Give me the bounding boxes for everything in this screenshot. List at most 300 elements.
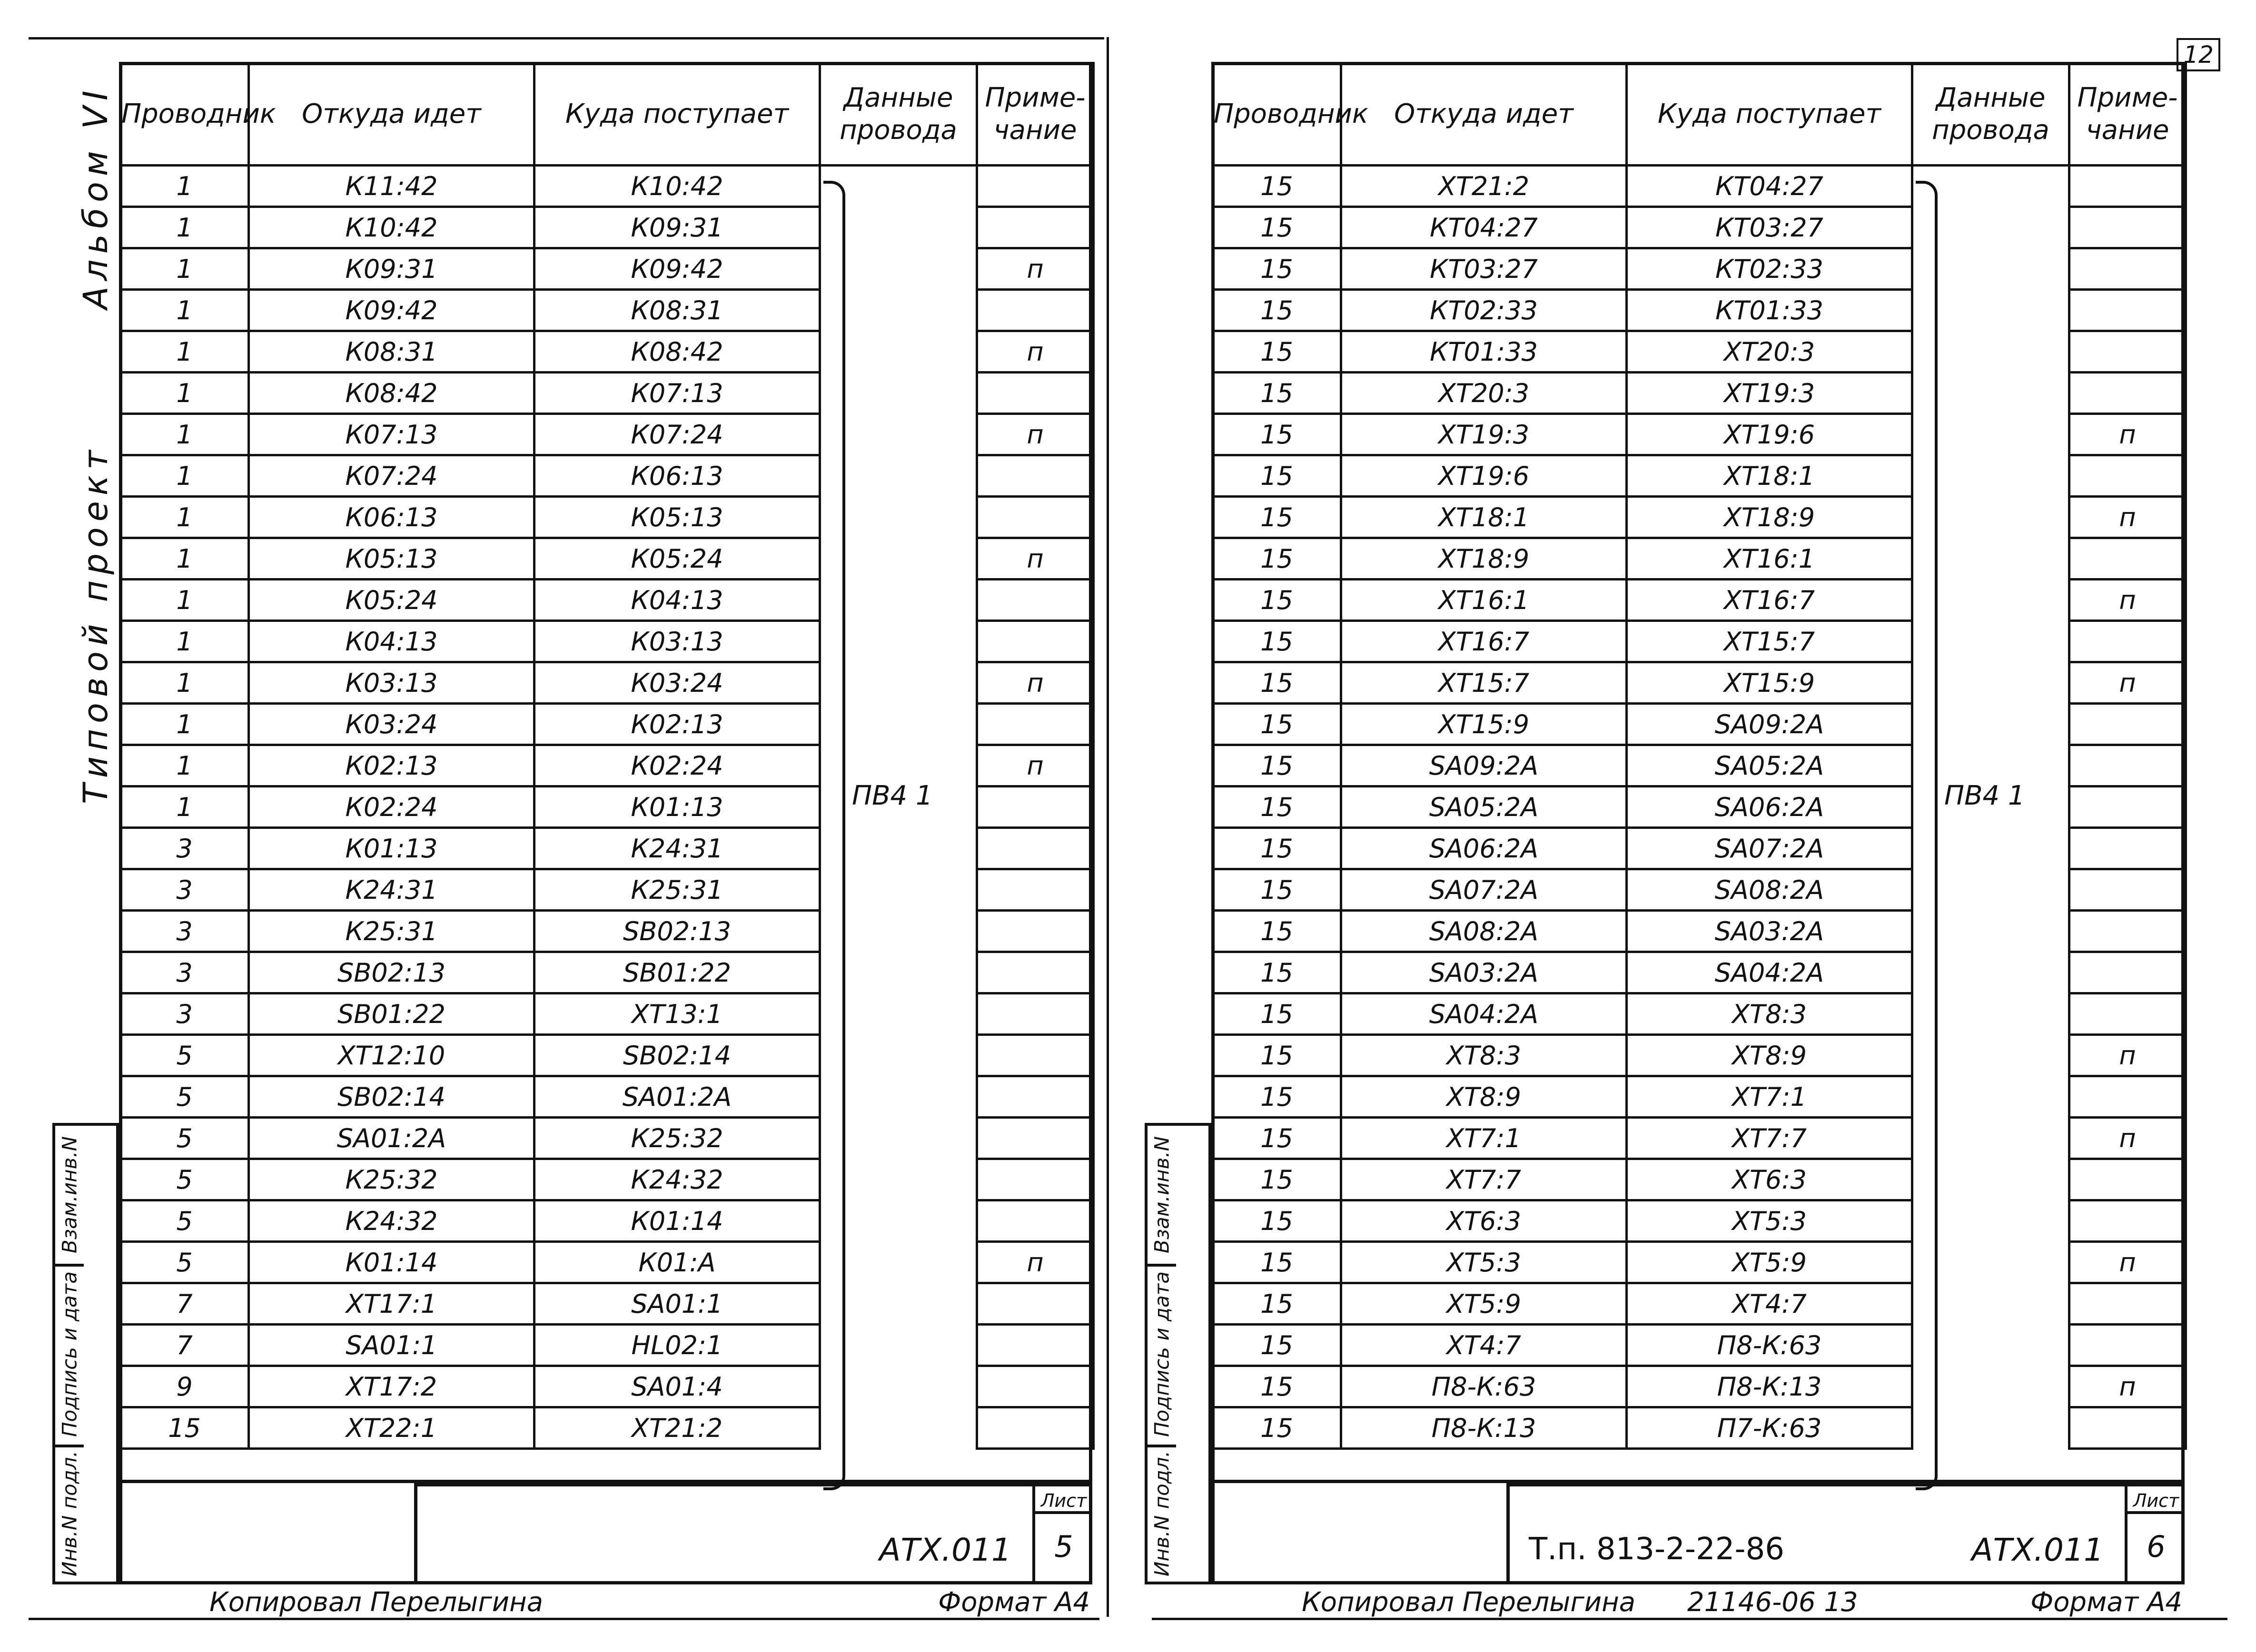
note-cell xyxy=(977,952,1094,993)
to-cell: XT15:7 xyxy=(1627,621,1912,662)
wire-cell: 1 xyxy=(120,207,249,248)
wire-cell: 1 xyxy=(120,290,249,331)
from-cell: К24:31 xyxy=(249,869,534,911)
table-row xyxy=(120,290,1094,331)
standard-number: Т.п. 813-2-22-86 xyxy=(1529,1532,1784,1567)
sheet-label: Лист xyxy=(2127,1490,2185,1514)
wire-cell: 1 xyxy=(120,662,249,704)
note-cell xyxy=(2069,166,2186,207)
wire-cell: 1 xyxy=(120,248,249,290)
to-cell: К09:42 xyxy=(534,248,820,290)
wire-cell: 3 xyxy=(120,828,249,869)
wire-data-label: ПВ4 1 xyxy=(852,780,933,811)
to-cell: SA01:1 xyxy=(534,1283,820,1325)
to-cell: SB02:13 xyxy=(534,911,820,952)
from-cell: XT12:10 xyxy=(249,1035,534,1076)
sheet-box xyxy=(2125,1486,2185,1584)
to-cell: SA01:2A xyxy=(534,1076,820,1118)
from-cell: К09:42 xyxy=(249,290,534,331)
note-cell xyxy=(977,828,1094,869)
table-row xyxy=(1213,787,2186,828)
wire-cell: 3 xyxy=(120,993,249,1035)
wire-cell: 15 xyxy=(1213,414,1341,455)
table-row xyxy=(1213,166,2186,207)
note-cell xyxy=(977,911,1094,952)
table-row xyxy=(1213,207,2186,248)
note-cell xyxy=(977,1076,1094,1118)
from-cell: XT6:3 xyxy=(1341,1200,1627,1242)
table-row xyxy=(120,331,1094,373)
to-cell: XT13:1 xyxy=(534,993,820,1035)
wire-cell: 3 xyxy=(120,869,249,911)
wire-cell: 15 xyxy=(1213,497,1341,538)
from-cell: XT19:6 xyxy=(1341,455,1627,497)
from-cell: XT7:1 xyxy=(1341,1118,1627,1159)
stamp-inv-repl: Взам.инв.N xyxy=(58,1136,81,1254)
copier-note: Копировал Перелыгина xyxy=(209,1587,544,1618)
trim-bottom-left xyxy=(29,1618,1099,1620)
table-row xyxy=(120,1076,1094,1118)
wire-cell: 1 xyxy=(120,414,249,455)
note-cell: п xyxy=(977,331,1094,373)
wire-table-left xyxy=(119,62,1095,1450)
note-cell xyxy=(977,1159,1094,1200)
to-cell: XT8:9 xyxy=(1627,1035,1912,1076)
from-cell: XT4:7 xyxy=(1341,1325,1627,1366)
col-note: Приме- чание xyxy=(977,63,1094,166)
to-cell: XT7:1 xyxy=(1627,1076,1912,1118)
col-from: Откуда идет xyxy=(249,63,534,166)
from-cell: К25:31 xyxy=(249,911,534,952)
note-cell xyxy=(977,1118,1094,1159)
to-cell: К05:13 xyxy=(534,497,820,538)
to-cell: SA03:2A xyxy=(1627,911,1912,952)
from-cell: К03:13 xyxy=(249,662,534,704)
from-cell: КТ04:27 xyxy=(1341,207,1627,248)
note-cell xyxy=(977,497,1094,538)
to-cell: К07:24 xyxy=(534,414,820,455)
col-wire: Проводник xyxy=(1213,63,1341,166)
wire-cell: 1 xyxy=(120,166,249,207)
from-cell: П8-К:63 xyxy=(1341,1366,1627,1407)
note-cell xyxy=(2069,331,2186,373)
from-cell: SA03:2A xyxy=(1341,952,1627,993)
from-cell: SA07:2A xyxy=(1341,869,1627,911)
to-cell: К04:13 xyxy=(534,580,820,621)
rows-left xyxy=(120,166,1094,1449)
wire-cell: 15 xyxy=(1213,1159,1341,1200)
table-row xyxy=(120,745,1094,787)
from-cell: К02:13 xyxy=(249,745,534,787)
wire-cell: 15 xyxy=(1213,331,1341,373)
note-cell xyxy=(2069,248,2186,290)
to-cell: К01:A xyxy=(534,1242,820,1283)
to-cell: XT4:7 xyxy=(1627,1283,1912,1325)
table-row xyxy=(1213,993,2186,1035)
trim-top-left xyxy=(29,37,1104,39)
to-cell: КТ03:27 xyxy=(1627,207,1912,248)
note-cell xyxy=(977,621,1094,662)
note-cell: п xyxy=(977,662,1094,704)
table-row xyxy=(1213,1200,2186,1242)
from-cell: XT17:2 xyxy=(249,1366,534,1407)
to-cell: К05:24 xyxy=(534,538,820,580)
from-cell: SA05:2A xyxy=(1341,787,1627,828)
table-row xyxy=(120,1407,1094,1449)
note-cell xyxy=(977,580,1094,621)
to-cell: К03:13 xyxy=(534,621,820,662)
note-cell xyxy=(977,1200,1094,1242)
wire-cell: 9 xyxy=(120,1366,249,1407)
note-cell: п xyxy=(977,414,1094,455)
table-row xyxy=(120,1242,1094,1283)
note-cell xyxy=(977,290,1094,331)
from-cell: XT19:3 xyxy=(1341,414,1627,455)
sheet-divider xyxy=(1107,37,1109,1617)
from-cell: XT17:1 xyxy=(249,1283,534,1325)
wire-data-label: ПВ4 1 xyxy=(1944,780,2025,811)
table-row xyxy=(1213,1076,2186,1118)
wire-cell: 15 xyxy=(120,1407,249,1449)
table-row xyxy=(120,1366,1094,1407)
to-cell: XT6:3 xyxy=(1627,1159,1912,1200)
col-wire: Проводник xyxy=(120,63,249,166)
table-row xyxy=(120,869,1094,911)
stamp-inv-orig: Инв.N подл. xyxy=(58,1450,81,1577)
note-cell xyxy=(2069,538,2186,580)
table-row xyxy=(1213,1407,2186,1449)
to-cell: К03:24 xyxy=(534,662,820,704)
note-cell xyxy=(977,1283,1094,1325)
table-row xyxy=(1213,538,2186,580)
to-cell: XT5:3 xyxy=(1627,1200,1912,1242)
title-block-left xyxy=(119,1480,1092,1584)
to-cell: К02:24 xyxy=(534,745,820,787)
note-cell xyxy=(2069,455,2186,497)
to-cell: К24:31 xyxy=(534,828,820,869)
to-cell: SA08:2A xyxy=(1627,869,1912,911)
wire-cell: 7 xyxy=(120,1283,249,1325)
table-row xyxy=(1213,290,2186,331)
note-cell: п xyxy=(2069,1366,2186,1407)
album-label: Альбом VI xyxy=(76,85,115,309)
from-cell: КТ01:33 xyxy=(1341,331,1627,373)
from-cell: XT18:9 xyxy=(1341,538,1627,580)
wire-cell: 15 xyxy=(1213,952,1341,993)
from-cell: XT7:7 xyxy=(1341,1159,1627,1200)
wire-cell: 1 xyxy=(120,704,249,745)
from-cell: К25:32 xyxy=(249,1159,534,1200)
note-cell: п xyxy=(2069,497,2186,538)
table-row xyxy=(120,621,1094,662)
col-note: Приме- чание xyxy=(2069,63,2186,166)
to-cell: К08:31 xyxy=(534,290,820,331)
sheet-label: Лист xyxy=(1035,1490,1092,1514)
note-cell xyxy=(2069,911,2186,952)
table-row xyxy=(120,580,1094,621)
copier-note: Копировал Перелыгина xyxy=(1302,1587,1636,1618)
note-cell xyxy=(2069,787,2186,828)
from-cell: SA06:2A xyxy=(1341,828,1627,869)
table-row xyxy=(120,497,1094,538)
note-cell: п xyxy=(2069,1118,2186,1159)
from-cell: К05:13 xyxy=(249,538,534,580)
stamp-column-left xyxy=(52,1123,119,1584)
from-cell: SB02:13 xyxy=(249,952,534,993)
note-cell xyxy=(977,704,1094,745)
table-row xyxy=(1213,1035,2186,1076)
wire-cell: 5 xyxy=(120,1242,249,1283)
to-cell: XT21:2 xyxy=(534,1407,820,1449)
from-cell: К09:31 xyxy=(249,248,534,290)
table-row xyxy=(120,1325,1094,1366)
to-cell: SA07:2A xyxy=(1627,828,1912,869)
page-number: 12 xyxy=(2177,38,2220,71)
wire-cell: 1 xyxy=(120,745,249,787)
wire-cell: 1 xyxy=(120,455,249,497)
wire-cell: 15 xyxy=(1213,869,1341,911)
from-cell: К24:32 xyxy=(249,1200,534,1242)
wire-cell: 1 xyxy=(120,787,249,828)
from-cell: SB02:14 xyxy=(249,1076,534,1118)
stamp-column-right xyxy=(1145,1123,1211,1584)
table-row xyxy=(120,1118,1094,1159)
wire-cell: 1 xyxy=(120,373,249,414)
from-cell: XT16:7 xyxy=(1341,621,1627,662)
wire-cell: 15 xyxy=(1213,166,1341,207)
table-row xyxy=(120,1200,1094,1242)
table-row xyxy=(120,1283,1094,1325)
stamp-inv-repl: Взам.инв.N xyxy=(1150,1136,1174,1254)
note-cell xyxy=(977,1407,1094,1449)
table-row xyxy=(120,662,1094,704)
from-cell: SA01:1 xyxy=(249,1325,534,1366)
table-row xyxy=(1213,414,2186,455)
wire-cell: 15 xyxy=(1213,1118,1341,1159)
from-cell: XT20:3 xyxy=(1341,373,1627,414)
from-cell: XT5:3 xyxy=(1341,1242,1627,1283)
wire-table-right xyxy=(1211,62,2187,1450)
note-cell xyxy=(977,869,1094,911)
table-row xyxy=(120,828,1094,869)
note-cell: п xyxy=(977,248,1094,290)
to-cell: К02:13 xyxy=(534,704,820,745)
table-row xyxy=(120,248,1094,290)
from-cell: К08:42 xyxy=(249,373,534,414)
order-number: 21146-06 13 xyxy=(1687,1587,1858,1618)
to-cell: XT7:7 xyxy=(1627,1118,1912,1159)
wire-cell: 5 xyxy=(120,1200,249,1242)
table-row xyxy=(120,911,1094,952)
note-cell xyxy=(2069,952,2186,993)
note-cell: п xyxy=(2069,1035,2186,1076)
wire-cell: 15 xyxy=(1213,787,1341,828)
to-cell: XT15:9 xyxy=(1627,662,1912,704)
to-cell: КТ01:33 xyxy=(1627,290,1912,331)
wire-cell: 15 xyxy=(1213,290,1341,331)
title-block-right xyxy=(1211,1480,2185,1584)
note-cell xyxy=(977,787,1094,828)
from-cell: КТ02:33 xyxy=(1341,290,1627,331)
to-cell: К24:32 xyxy=(534,1159,820,1200)
note-cell: п xyxy=(2069,580,2186,621)
note-cell xyxy=(2069,1159,2186,1200)
to-cell: XT16:7 xyxy=(1627,580,1912,621)
wire-cell: 5 xyxy=(120,1076,249,1118)
table-row xyxy=(1213,704,2186,745)
sheet-left xyxy=(58,43,1118,1618)
from-cell: К03:24 xyxy=(249,704,534,745)
wire-cell: 15 xyxy=(1213,828,1341,869)
wire-cell: 15 xyxy=(1213,1407,1341,1449)
table-row xyxy=(1213,1366,2186,1407)
from-cell: К06:13 xyxy=(249,497,534,538)
wire-cell: 15 xyxy=(1213,704,1341,745)
to-cell: К01:13 xyxy=(534,787,820,828)
note-cell: п xyxy=(977,538,1094,580)
note-cell xyxy=(977,207,1094,248)
table-row xyxy=(120,1159,1094,1200)
from-cell: XT22:1 xyxy=(249,1407,534,1449)
note-cell xyxy=(2069,704,2186,745)
stamp-sign-date: Подпись и дата xyxy=(58,1271,81,1437)
to-cell: XT16:1 xyxy=(1627,538,1912,580)
format-note: Формат А4 xyxy=(2030,1587,2182,1618)
from-cell: XT5:9 xyxy=(1341,1283,1627,1325)
from-cell: К01:14 xyxy=(249,1242,534,1283)
from-cell: XT15:7 xyxy=(1341,662,1627,704)
from-cell: К01:13 xyxy=(249,828,534,869)
from-cell: XT8:9 xyxy=(1341,1076,1627,1118)
to-cell: К06:13 xyxy=(534,455,820,497)
to-cell: КТ02:33 xyxy=(1627,248,1912,290)
note-cell xyxy=(977,166,1094,207)
from-cell: XT8:3 xyxy=(1341,1035,1627,1076)
table-row xyxy=(1213,580,2186,621)
wire-cell: 1 xyxy=(120,331,249,373)
table-row xyxy=(1213,373,2186,414)
table-header xyxy=(120,63,1094,166)
from-cell: К05:24 xyxy=(249,580,534,621)
to-cell: К09:31 xyxy=(534,207,820,248)
note-cell: п xyxy=(2069,414,2186,455)
wire-cell: 1 xyxy=(120,621,249,662)
note-cell xyxy=(977,455,1094,497)
wire-cell: 15 xyxy=(1213,1200,1341,1242)
to-cell: П8-К:13 xyxy=(1627,1366,1912,1407)
note-cell xyxy=(2069,828,2186,869)
from-cell: К02:24 xyxy=(249,787,534,828)
note-cell xyxy=(977,1366,1094,1407)
to-cell: К08:42 xyxy=(534,331,820,373)
wire-cell: 15 xyxy=(1213,662,1341,704)
from-cell: SA09:2A xyxy=(1341,745,1627,787)
note-cell xyxy=(977,993,1094,1035)
table-header xyxy=(1213,63,2186,166)
stamp-sign-date: Подпись и дата xyxy=(1150,1271,1174,1437)
to-cell: SA05:2A xyxy=(1627,745,1912,787)
note-cell xyxy=(2069,1076,2186,1118)
wire-cell: 7 xyxy=(120,1325,249,1366)
note-cell xyxy=(2069,373,2186,414)
wire-cell: 15 xyxy=(1213,373,1341,414)
table-row xyxy=(1213,745,2186,787)
note-cell xyxy=(2069,1283,2186,1325)
wire-cell: 5 xyxy=(120,1035,249,1076)
rows-right xyxy=(1213,166,2186,1449)
to-cell: HL02:1 xyxy=(534,1325,820,1366)
to-cell: SA04:2A xyxy=(1627,952,1912,993)
from-cell: XT15:9 xyxy=(1341,704,1627,745)
wire-cell: 15 xyxy=(1213,745,1341,787)
table-row xyxy=(120,166,1094,207)
note-cell xyxy=(2069,1325,2186,1366)
wire-cell: 15 xyxy=(1213,621,1341,662)
sheet-number: 5 xyxy=(1054,1529,1073,1564)
table-row xyxy=(1213,455,2186,497)
wire-cell: 15 xyxy=(1213,993,1341,1035)
wire-cell: 3 xyxy=(120,952,249,993)
table-row xyxy=(1213,331,2186,373)
wire-cell: 5 xyxy=(120,1159,249,1200)
table-row xyxy=(1213,911,2186,952)
to-cell: П7-К:63 xyxy=(1627,1407,1912,1449)
wire-data-brace xyxy=(823,181,845,1490)
to-cell: XT5:9 xyxy=(1627,1242,1912,1283)
table-row xyxy=(1213,952,2186,993)
wire-cell: 3 xyxy=(120,911,249,952)
wire-cell: 15 xyxy=(1213,538,1341,580)
table-row xyxy=(120,207,1094,248)
note-cell xyxy=(2069,1407,2186,1449)
table-row xyxy=(1213,1283,2186,1325)
to-cell: XT19:6 xyxy=(1627,414,1912,455)
note-cell xyxy=(2069,207,2186,248)
wire-cell: 15 xyxy=(1213,1366,1341,1407)
wire-cell: 15 xyxy=(1213,580,1341,621)
from-cell: К11:42 xyxy=(249,166,534,207)
table-row xyxy=(1213,1325,2186,1366)
from-cell: К08:31 xyxy=(249,331,534,373)
table-row xyxy=(120,704,1094,745)
note-cell xyxy=(977,373,1094,414)
from-cell: П8-К:13 xyxy=(1341,1407,1627,1449)
sheet-right xyxy=(1150,41,2214,1618)
table-row xyxy=(120,787,1094,828)
to-cell: SB02:14 xyxy=(534,1035,820,1076)
wire-cell: 15 xyxy=(1213,1035,1341,1076)
table-row xyxy=(1213,1242,2186,1283)
wire-cell: 15 xyxy=(1213,1242,1341,1283)
from-cell: XT21:2 xyxy=(1341,166,1627,207)
from-cell: SA01:2A xyxy=(249,1118,534,1159)
table-row xyxy=(1213,248,2186,290)
to-cell: К25:31 xyxy=(534,869,820,911)
note-cell: п xyxy=(977,745,1094,787)
wire-cell: 15 xyxy=(1213,248,1341,290)
note-cell xyxy=(2069,1200,2186,1242)
table-row xyxy=(120,1035,1094,1076)
table-row xyxy=(120,952,1094,993)
col-data: Данные провода xyxy=(820,63,977,166)
note-cell xyxy=(2069,745,2186,787)
to-cell: XT19:3 xyxy=(1627,373,1912,414)
from-cell: К07:13 xyxy=(249,414,534,455)
table-row xyxy=(120,373,1094,414)
to-cell: К07:13 xyxy=(534,373,820,414)
table-row xyxy=(1213,1159,2186,1200)
note-cell xyxy=(2069,290,2186,331)
